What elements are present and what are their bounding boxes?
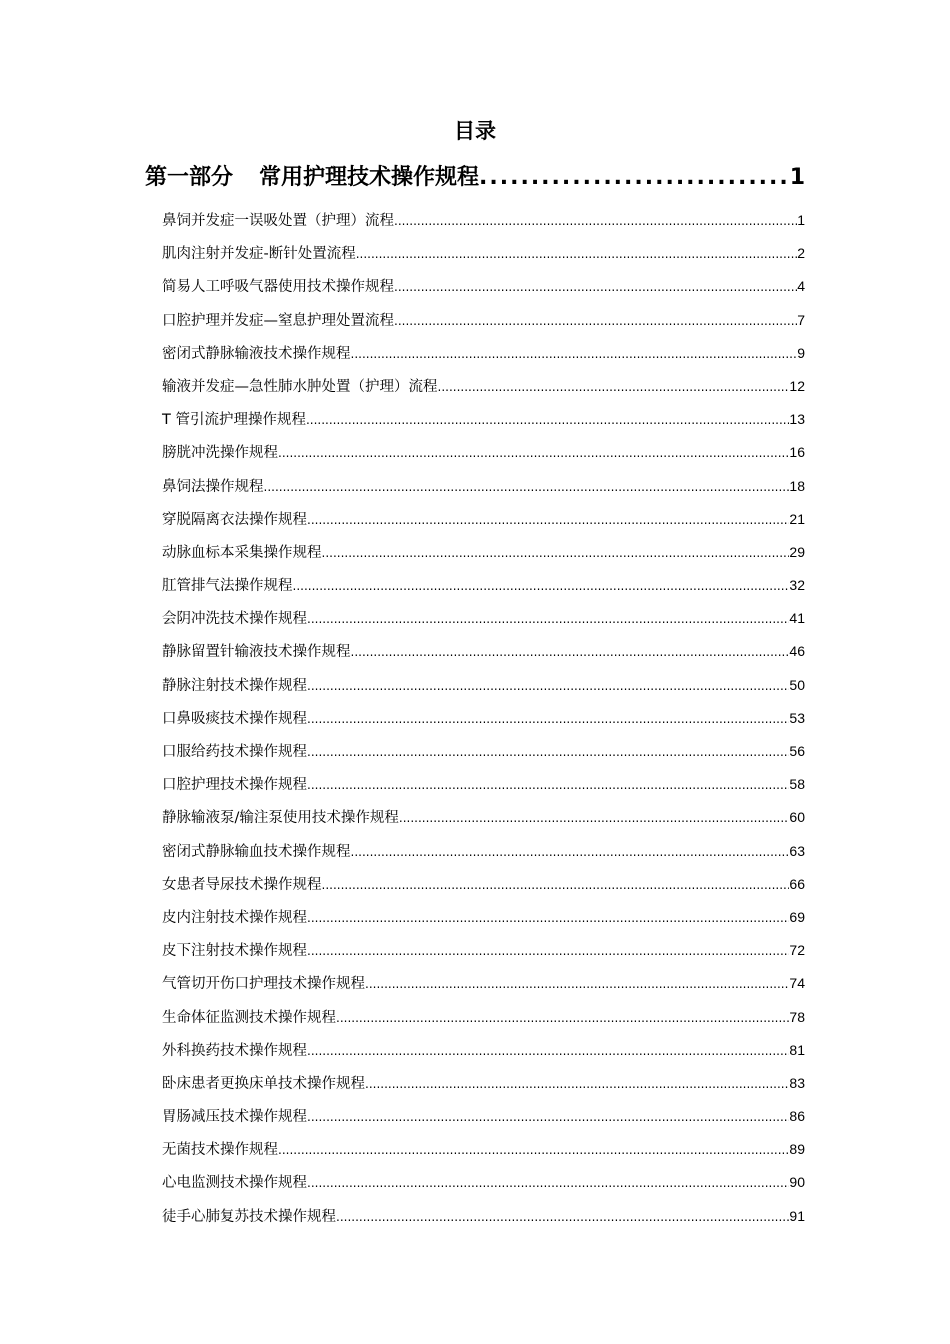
toc-leader-dots: [365, 968, 789, 1001]
toc-entry-page-number: 29: [789, 543, 805, 560]
toc-leader-dots: [278, 437, 789, 470]
toc-entry-page-number: 56: [789, 743, 805, 759]
toc-entry-title: 密闭式静脉输液技术操作规程: [162, 345, 351, 362]
toc-entry-title: 动脉血标本采集操作规程: [162, 544, 322, 561]
toc-leader-dots: [306, 404, 789, 437]
toc-entry-title: 会阴冲洗技术操作规程: [162, 611, 307, 628]
toc-entry-page-number: 89: [789, 1141, 805, 1158]
toc-entry-page-number: 78: [789, 1008, 805, 1025]
toc-entry[interactable]: [162, 602, 805, 635]
toc-entry-page-number: 9: [797, 344, 805, 361]
toc-entry-title: T 管引流护理操作规程: [162, 412, 306, 429]
toc-entry-title: 外科换药技术操作规程: [162, 1042, 307, 1059]
toc-leader-dots: [365, 1068, 789, 1101]
toc-entry-title: 肌肉注射并发症-断针处置流程: [162, 246, 356, 263]
toc-entry-title: 无菌技术操作规程: [162, 1142, 278, 1159]
toc-leader-dots: [307, 1035, 789, 1068]
toc-entry-title: 口服给药技术操作规程: [162, 744, 307, 760]
toc-leader-dots: [336, 1002, 789, 1035]
toc-leader-dots: [351, 338, 798, 371]
toc-leader-dots: [307, 736, 789, 769]
toc-leader-dots: [307, 670, 789, 703]
toc-entry-title: 穿脱隔离衣法操作规程: [162, 511, 307, 528]
toc-leader-dots: [351, 636, 790, 669]
toc-entry[interactable]: [162, 1001, 805, 1034]
toc-entry-title: 静脉输液泵/输注泵使用技术操作规程: [162, 810, 399, 827]
toc-entry[interactable]: [162, 569, 805, 602]
toc-entry-page-number: 66: [789, 875, 805, 892]
toc-entry[interactable]: [162, 403, 805, 436]
toc-entry-title: 鼻饲法操作规程: [162, 478, 264, 495]
toc-entry[interactable]: [162, 735, 805, 768]
part-title: 常用护理技术操作规程: [259, 165, 480, 190]
toc-entry-title: 气管切开伤口护理技术操作规程: [162, 976, 365, 993]
toc-entry-page-number: 90: [789, 1174, 805, 1191]
toc-entry-title: 膀胱冲洗操作规程: [162, 445, 278, 462]
toc-entry[interactable]: [162, 503, 805, 536]
toc-entry-title: 肛管排气法操作规程: [162, 578, 293, 595]
toc-entry-page-number: 86: [789, 1108, 805, 1125]
toc-entry[interactable]: [162, 1067, 805, 1100]
toc-entry-title: 静脉留置针输液技术操作规程: [162, 644, 351, 661]
toc-leader-dots: [307, 703, 789, 736]
toc-entry[interactable]: [162, 1200, 805, 1233]
toc-entry[interactable]: [162, 436, 805, 469]
toc-entry[interactable]: [162, 768, 805, 801]
toc-entry-page-number: 74: [789, 975, 805, 992]
toc-entry[interactable]: [162, 337, 805, 370]
toc-leader-dots: [322, 537, 790, 570]
toc-title: 目录: [454, 119, 496, 143]
part-page-number: 1: [789, 165, 805, 190]
toc-entry-title: 口腔护理并发症—窒息护理处置流程: [162, 312, 394, 329]
toc-entry-page-number: 12: [789, 377, 805, 394]
toc-entry[interactable]: [162, 1133, 805, 1166]
toc-leader-dots: [322, 869, 790, 902]
toc-entry-page-number: 69: [789, 908, 805, 925]
toc-entry[interactable]: [162, 801, 805, 834]
toc-entry[interactable]: [162, 868, 805, 901]
toc-entry-title: 女患者导尿技术操作规程: [162, 876, 322, 893]
toc-entry-list: [162, 204, 805, 1233]
toc-entry-title: 胃肠减压技术操作规程: [162, 1109, 307, 1126]
toc-entry-title: 生命体征监测技术操作规程: [162, 1009, 336, 1026]
toc-entry-page-number: 32: [789, 577, 805, 594]
toc-entry-title: 密闭式静脉输血技术操作规程: [162, 843, 351, 860]
toc-entry-title: 徒手心肺复苏技术操作规程: [162, 1208, 336, 1225]
toc-leader-dots: [336, 1201, 789, 1234]
toc-leader-dots: [307, 769, 789, 802]
toc-leader-dots: [264, 471, 790, 504]
toc-leader-dots: [293, 570, 790, 603]
toc-entry[interactable]: [162, 536, 805, 569]
toc-entry-page-number: 16: [789, 444, 805, 461]
toc-entry-title: 皮下注射技术操作规程: [162, 943, 307, 960]
toc-entry[interactable]: [162, 1100, 805, 1133]
toc-entry[interactable]: [162, 702, 805, 735]
toc-entry-page-number: 18: [789, 477, 805, 494]
toc-leader-dots: [307, 1167, 789, 1200]
toc-entry-page-number: 58: [789, 776, 805, 793]
toc-entry-page-number: 81: [789, 1041, 805, 1058]
toc-entry-page-number: 13: [789, 411, 805, 428]
toc-entry-title: 简易人工呼吸气器使用技术操作规程: [162, 279, 394, 296]
toc-leader-dots: [351, 836, 790, 869]
toc-entry[interactable]: [162, 470, 805, 503]
toc-entry-page-number: 4: [797, 278, 805, 295]
toc-entry[interactable]: [162, 304, 805, 337]
toc-entry-page-number: 91: [789, 1207, 805, 1224]
toc-entry-title: 皮内注射技术操作规程: [162, 909, 307, 926]
toc-entry-title: 口鼻吸痰技术操作规程: [162, 710, 307, 727]
part-heading-text: [145, 160, 790, 196]
toc-entry[interactable]: [162, 967, 805, 1000]
toc-entry-title: 心电监测技术操作规程: [162, 1175, 307, 1192]
part-label: 第一部分: [145, 165, 234, 190]
toc-entry-title: 静脉注射技术操作规程: [162, 677, 307, 694]
toc-leader-dots: [394, 271, 797, 304]
toc-entry[interactable]: [162, 1166, 805, 1199]
toc-entry-page-number: 83: [789, 1074, 805, 1091]
toc-entry[interactable]: [162, 934, 805, 967]
toc-entry[interactable]: [162, 204, 805, 237]
toc-entry-title: 卧床患者更换床单技术操作规程: [162, 1075, 365, 1092]
toc-leader-dots: [307, 1101, 789, 1134]
toc-leader-dots: [278, 1134, 789, 1167]
toc-leader-dots: [394, 205, 797, 238]
toc-entry-page-number: 72: [789, 942, 805, 959]
toc-entry-page-number: 60: [789, 809, 805, 826]
toc-leader-dots: [307, 902, 789, 935]
toc-entry-page-number: 1: [797, 212, 805, 228]
toc-entry-page-number: 63: [789, 842, 805, 859]
toc-leader-dots: [399, 802, 790, 835]
toc-entry[interactable]: [162, 835, 805, 868]
toc-part-heading[interactable]: [145, 160, 805, 196]
toc-entry[interactable]: [162, 669, 805, 702]
toc-entry-page-number: 41: [789, 610, 805, 627]
toc-leader-dots: [438, 371, 790, 404]
toc-entry-page-number: 2: [797, 245, 805, 262]
toc-entry-title: 输液并发症—急性肺水肿处置（护理）流程: [162, 378, 438, 395]
toc-entry-page-number: 7: [797, 311, 805, 328]
toc-leader-dots: [394, 305, 797, 338]
toc-entry[interactable]: [162, 237, 805, 270]
toc-leader-dots: [356, 238, 797, 271]
toc-entry[interactable]: [162, 635, 805, 668]
toc-entry[interactable]: [162, 1034, 805, 1067]
toc-leader-dots: [307, 935, 789, 968]
toc-leader-dots: [307, 603, 789, 636]
toc-entry-title: 口腔护理技术操作规程: [162, 777, 307, 794]
toc-entry-page-number: 21: [789, 510, 805, 527]
toc-entry-page-number: 53: [789, 709, 805, 726]
toc-entry-page-number: 46: [789, 643, 805, 660]
toc-entry[interactable]: [162, 370, 805, 403]
toc-entry-title: 鼻饲并发症一误吸处置（护理）流程: [162, 213, 394, 229]
toc-leader-dots: [307, 504, 789, 537]
toc-entry-page-number: 50: [789, 676, 805, 693]
toc-entry[interactable]: [162, 901, 805, 934]
toc-entry[interactable]: [162, 270, 805, 303]
